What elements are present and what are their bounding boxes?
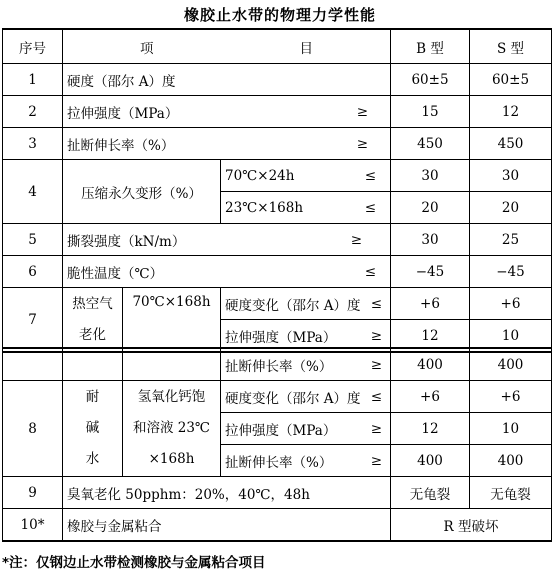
operator: ≤ bbox=[364, 263, 376, 280]
row-no: 2 bbox=[3, 96, 63, 128]
item-name: 拉伸强度（MPa） bbox=[67, 105, 179, 122]
property: 硬度变化（邵尔 A）度 bbox=[225, 297, 361, 314]
condition: 70℃×168h bbox=[123, 288, 221, 353]
row-no: 3 bbox=[3, 128, 63, 160]
item-name-cell bbox=[63, 288, 123, 353]
s-value: 20 bbox=[470, 192, 552, 224]
item-name: 扯断伸长率（%） bbox=[67, 137, 175, 154]
operator: ≥ bbox=[370, 452, 382, 469]
row-no: 9 bbox=[3, 477, 63, 509]
row-no: 4 bbox=[3, 160, 63, 224]
item-cell bbox=[63, 96, 391, 128]
row-no: 5 bbox=[3, 224, 63, 256]
condition-line: ×168h bbox=[148, 451, 195, 467]
properties-table-lower bbox=[2, 347, 552, 542]
item-name: 橡胶与金属粘合 bbox=[63, 509, 391, 542]
header-item bbox=[63, 29, 391, 64]
operator: ≥ bbox=[356, 135, 368, 152]
b-value: 12 bbox=[391, 413, 470, 445]
item-cell bbox=[63, 224, 391, 256]
condition-cell bbox=[221, 160, 391, 192]
row-no: 6 bbox=[3, 256, 63, 288]
property: 硬度变化（邵尔 A）度 bbox=[225, 390, 361, 407]
condition: 23℃×168h bbox=[225, 199, 304, 216]
footnote: *注：仅钢边止水带检测橡胶与金属粘合项目 bbox=[2, 555, 266, 571]
property-cell bbox=[221, 445, 391, 477]
s-value: 25 bbox=[470, 224, 552, 256]
b-value: +6 bbox=[391, 288, 470, 320]
operator: ≥ bbox=[370, 327, 382, 344]
item-name: 臭氧老化 50pphm：20%，40℃，48h bbox=[63, 477, 391, 509]
b-value: 30 bbox=[391, 160, 470, 192]
b-value: 30 bbox=[391, 224, 470, 256]
row-no: 1 bbox=[3, 64, 63, 96]
s-value: 400 bbox=[470, 348, 552, 381]
property: 扯断伸长率（%） bbox=[225, 454, 333, 471]
s-value: 450 bbox=[470, 128, 552, 160]
b-value: 400 bbox=[391, 445, 470, 477]
b-value: 12 bbox=[391, 320, 470, 353]
condition: 70℃×24h bbox=[225, 167, 295, 184]
operator: ≤ bbox=[370, 388, 382, 405]
table-row bbox=[3, 509, 552, 542]
s-value: 12 bbox=[470, 96, 552, 128]
table-row bbox=[3, 64, 552, 96]
b-value: −45 bbox=[391, 256, 470, 288]
header-item-2: 目 bbox=[299, 40, 313, 57]
b-value: +6 bbox=[391, 381, 470, 413]
s-value: 30 bbox=[470, 160, 552, 192]
b-value: 60±5 bbox=[391, 64, 470, 96]
item-name-char: 水 bbox=[85, 451, 100, 467]
s-value: 10 bbox=[470, 320, 552, 353]
row-no: 7 bbox=[3, 288, 63, 353]
table-row bbox=[3, 160, 552, 192]
condition-cell bbox=[221, 192, 391, 224]
b-value: 450 bbox=[391, 128, 470, 160]
operator: ≤ bbox=[370, 295, 382, 312]
operator: ≤ bbox=[364, 199, 376, 216]
table-row bbox=[3, 381, 552, 413]
property: 拉伸强度（MPa） bbox=[225, 422, 337, 439]
bs-value: R 型破坏 bbox=[391, 509, 552, 542]
operator: ≥ bbox=[370, 420, 382, 437]
table-title: 橡胶止水带的物理力学性能 bbox=[183, 6, 376, 24]
empty-cell bbox=[3, 348, 63, 381]
s-value: 无龟裂 bbox=[470, 477, 552, 509]
operator: ≥ bbox=[370, 356, 382, 373]
s-value: 10 bbox=[470, 413, 552, 445]
header-row bbox=[3, 29, 552, 64]
b-value: 400 bbox=[391, 348, 470, 381]
item-name-line: 老化 bbox=[79, 326, 106, 343]
row-no: 10* bbox=[3, 509, 63, 542]
property-cell bbox=[221, 288, 391, 320]
item-name: 硬度（邵尔 A）度 bbox=[63, 64, 391, 96]
item-name: 撕裂强度（kN/m） bbox=[67, 233, 186, 250]
properties-table-upper bbox=[2, 28, 552, 353]
table-row bbox=[3, 288, 552, 320]
table-row bbox=[3, 224, 552, 256]
header-item-1: 项 bbox=[140, 40, 154, 57]
property-cell bbox=[221, 413, 391, 445]
operator: ≤ bbox=[364, 167, 376, 184]
table-row bbox=[3, 128, 552, 160]
s-value: 60±5 bbox=[470, 64, 552, 96]
condition-line: 氢氧化钙饱 bbox=[137, 389, 206, 405]
item-name-char: 碱 bbox=[85, 420, 100, 436]
empty-cell bbox=[63, 348, 123, 381]
header-b: B 型 bbox=[391, 29, 470, 64]
table-row bbox=[3, 477, 552, 509]
s-value: +6 bbox=[470, 381, 552, 413]
item-cell bbox=[63, 128, 391, 160]
b-value: 20 bbox=[391, 192, 470, 224]
item-name-char: 耐 bbox=[85, 389, 100, 405]
s-value: −45 bbox=[470, 256, 552, 288]
b-value: 15 bbox=[391, 96, 470, 128]
property: 扯断伸长率（%） bbox=[225, 358, 333, 375]
header-no: 序号 bbox=[3, 29, 63, 64]
item-name-line: 热空气 bbox=[72, 295, 113, 312]
condition-cell bbox=[123, 381, 221, 477]
property-cell bbox=[221, 381, 391, 413]
item-name: 脆性温度（℃） bbox=[67, 265, 164, 282]
property-cell bbox=[221, 348, 391, 381]
operator: ≥ bbox=[356, 103, 368, 120]
item-cell bbox=[63, 256, 391, 288]
operator: ≥ bbox=[350, 231, 362, 248]
condition-line: 和溶液 23℃ bbox=[132, 420, 211, 436]
s-value: +6 bbox=[470, 288, 552, 320]
item-name: 压缩永久变形（%） bbox=[63, 160, 221, 224]
table-row bbox=[3, 348, 552, 381]
s-value: 400 bbox=[470, 445, 552, 477]
header-s: S 型 bbox=[470, 29, 552, 64]
row-no: 8 bbox=[3, 381, 63, 477]
property: 拉伸强度（MPa） bbox=[225, 329, 337, 346]
table-row bbox=[3, 96, 552, 128]
empty-cell bbox=[123, 348, 221, 381]
b-value: 无龟裂 bbox=[391, 477, 470, 509]
item-name-cell bbox=[63, 381, 123, 477]
table-row bbox=[3, 256, 552, 288]
